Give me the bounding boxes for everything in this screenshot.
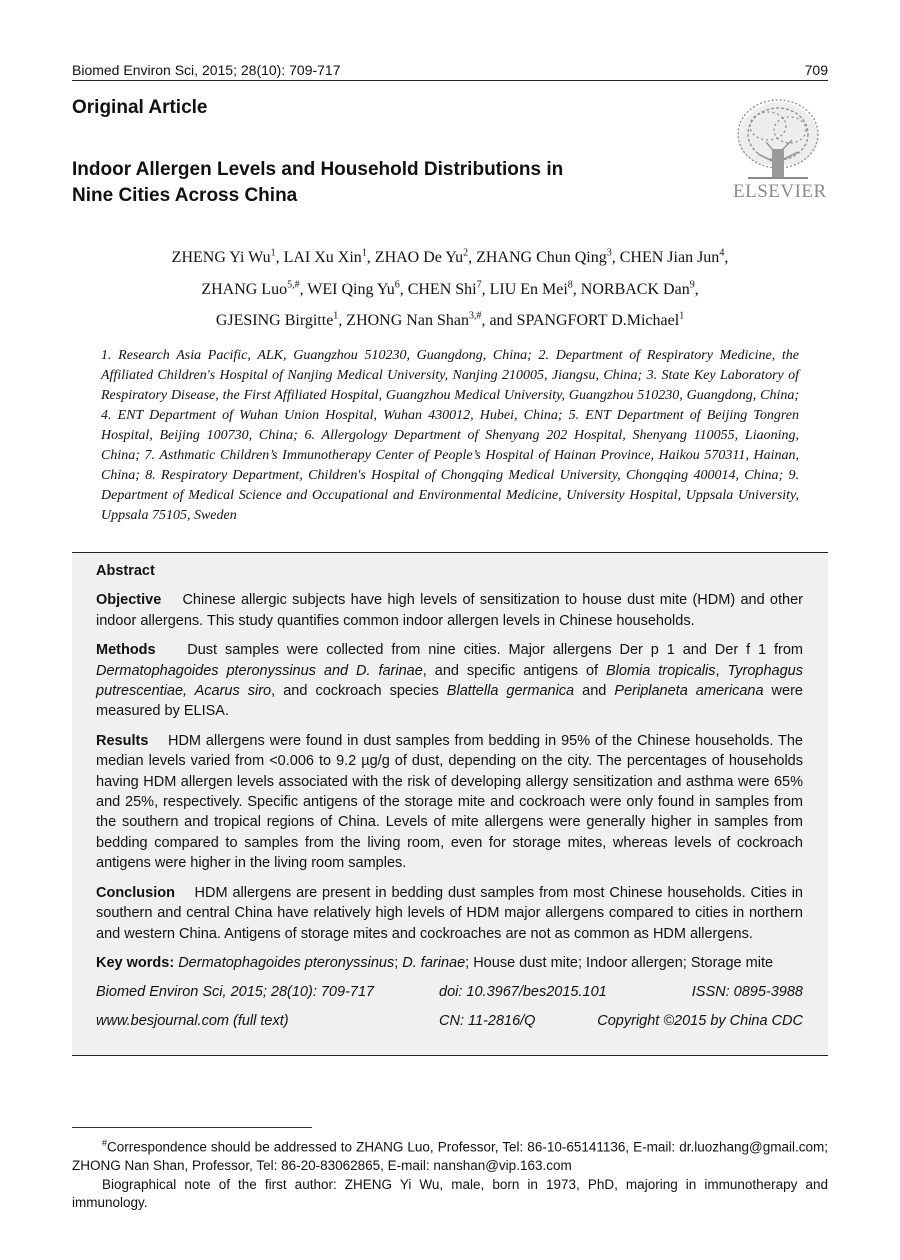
journal-reference: Biomed Environ Sci, 2015; 28(10): 709-717 <box>72 62 341 78</box>
author: LAI Xu Xin$^1$, <box>283 248 375 267</box>
results-text: HDM allergens were found in dust samples from bedding in 95% of the Chinese households. The median levels varied from <0.006 to 9.2 µg/g of dust, depending on the city. The percentages of households having HDM allergen levels associated with the risk of developing allergy sensitization and asthma were 65% and 25%, respectively. Specific antigens of the storage mite and cockroach were only found in samples from the southern and tropical regions of China. Levels of mite allergens were generally higher in samples from bedding compared to samples from the living room, even for storage mites, whereas levels of cockroach antigens were higher in the living room samples. <box>96 732 803 872</box>
methods-label: Methods <box>96 642 156 659</box>
objective-text: Chinese allergic subjects have high levels of sensitization to house dust mite (HDM) and other indoor allergens. This study quantifies common indoor allergen levels in Chinese households. <box>96 592 803 629</box>
author: GJESING Birgitte$^1$, <box>215 310 347 329</box>
author-line-2 <box>72 271 828 302</box>
footnotes <box>72 1134 828 1213</box>
title-line-2: Nine Cities Across China <box>72 185 298 206</box>
citation-reference: Biomed Environ Sci, 2015; 28(10): 709-717 <box>96 984 375 1001</box>
results-label: Results <box>96 732 149 749</box>
abstract-content <box>96 561 803 1040</box>
biographical-note: Biographical note of the first author: ZHENG Yi Wu, male, born in 1973, PhD, majoring in immunotherapy and immunology. <box>72 1176 828 1210</box>
abstract-results <box>96 731 803 874</box>
journal-website-link[interactable]: www.besjournal.com (full text) <box>96 1013 289 1030</box>
author: NORBACK Dan$^9$, <box>580 279 699 298</box>
author-line-3 <box>72 303 828 334</box>
author: ZHENG Yi Wu$^1$, <box>171 248 284 267</box>
issn: ISSN: 0895-3988 <box>691 984 803 1001</box>
author: SPANGFORT D.Michael$^1$ <box>516 310 685 329</box>
abstract-objective <box>96 590 803 631</box>
author-line-1 <box>72 240 828 271</box>
header-rule <box>72 80 828 81</box>
article-title <box>72 157 652 209</box>
running-head <box>72 61 828 81</box>
abstract-conclusion <box>96 883 803 944</box>
affiliations: 1. Research Asia Pacific, ALK, Guangzhou 510230, Guangdong, China; 2. Department of Respiratory Medicine, the Affiliated Children's Hospital of Nanjing Medical University, Nanjing 210005, Jiangsu, China; 3. State Key Laboratory of Respiratory Disease, the First Affiliated Hospital, Guangzhou Medical University, Guangzhou 510230, Guangdong, China; 4. ENT Department of Wuhan Union Hospital, Wuhan 430012, Hubei, China; 5. ENT Department of Beijing Tongren Hospital, Beijing 100730, China; 6. Allergology Department of Shenyang 202 Hospital, Shenyang 110055, Liaoning, China; 7. Asthmatic Children’s Immunotherapy Center of People’s Hospital of Hainan Province, Haikou 570311, Hainan, China; 8. Respiratory Department, Children's Hospital of Chongqing Medical University, Chongqing 400014, China; 9. Department of Medical Science and Occupational and Environmental Medicine, University Hospital, Uppsala University, Uppsala 75105, Sweden <box>101 348 799 523</box>
abstract-heading: Abstract <box>96 563 155 579</box>
author-list <box>72 240 828 334</box>
footnote-rule <box>72 1127 312 1128</box>
copyright: Copyright ©2015 by China CDC <box>597 1013 803 1030</box>
conclusion-label: Conclusion <box>96 884 175 901</box>
author: ZHANG Chun Qing$^3$, <box>476 248 620 267</box>
title-line-1: Indoor Allergen Levels and Household Distributions in <box>72 159 564 180</box>
citation-row-1 <box>96 982 803 1002</box>
abstract-box <box>72 552 828 1056</box>
citation-row-2 <box>96 1011 803 1031</box>
elsevier-wordmark: ELSEVIER <box>733 181 827 202</box>
conclusion-text: HDM allergens are present in bedding dust samples from most Chinese households. Cities in southern and central China have relatively high levels of HDM major allergens compared to cities in northern and western China. Antigens of storage mites and cockroaches are not as common as HDM allergens. <box>96 884 803 942</box>
abstract-methods: Methods Dust samples were collected from nine cities. Major allergens Der p 1 and Der f 1 from Dermatophagoides pteronyssinus and D. farinae, and specific antigens of Blomia tropicalis, Tyrophagus putrescentiae, Acarus siro, and cockroach species Blattella germanica and Periplaneta americana were measured by ELISA. <box>96 642 803 720</box>
author: LIU En Mei$^8$, <box>489 279 581 298</box>
author: WEI Qing Yu$^6$, <box>307 279 408 298</box>
abstract-keywords: Key words: Dermatophagoides pteronyssinus; D. farinae; House dust mite; Indoor allergen; Storage mite <box>96 954 774 971</box>
correspondence-note: #Correspondence should be addressed to ZHANG Luo, Professor, Tel: 86-10-65141136, E-mail: dr.luozhang@gmail.com; ZHONG Nan Shan, Professor, Tel: 86-20-83062865, E-mail: nanshan@vip.163.com <box>72 1138 828 1173</box>
author: ZHANG Luo$^{5,\#}$, <box>201 279 308 298</box>
cn-number: CN: 11-2816/Q <box>439 1013 536 1030</box>
article-type: Original Article <box>72 97 208 118</box>
page-number: 709 <box>804 62 828 78</box>
author: CHEN Shi$^7$, <box>407 279 490 298</box>
author: ZHAO De Yu$^2$, <box>374 248 477 267</box>
author: ZHONG Nan Shan$^{3,\#}$, and <box>346 310 517 329</box>
doi-link[interactable]: doi: 10.3967/bes2015.101 <box>439 984 607 1001</box>
objective-label: Objective <box>96 592 162 609</box>
author: CHEN Jian Jun$^4$, <box>619 248 729 267</box>
keywords-label: Key words: <box>96 954 175 971</box>
